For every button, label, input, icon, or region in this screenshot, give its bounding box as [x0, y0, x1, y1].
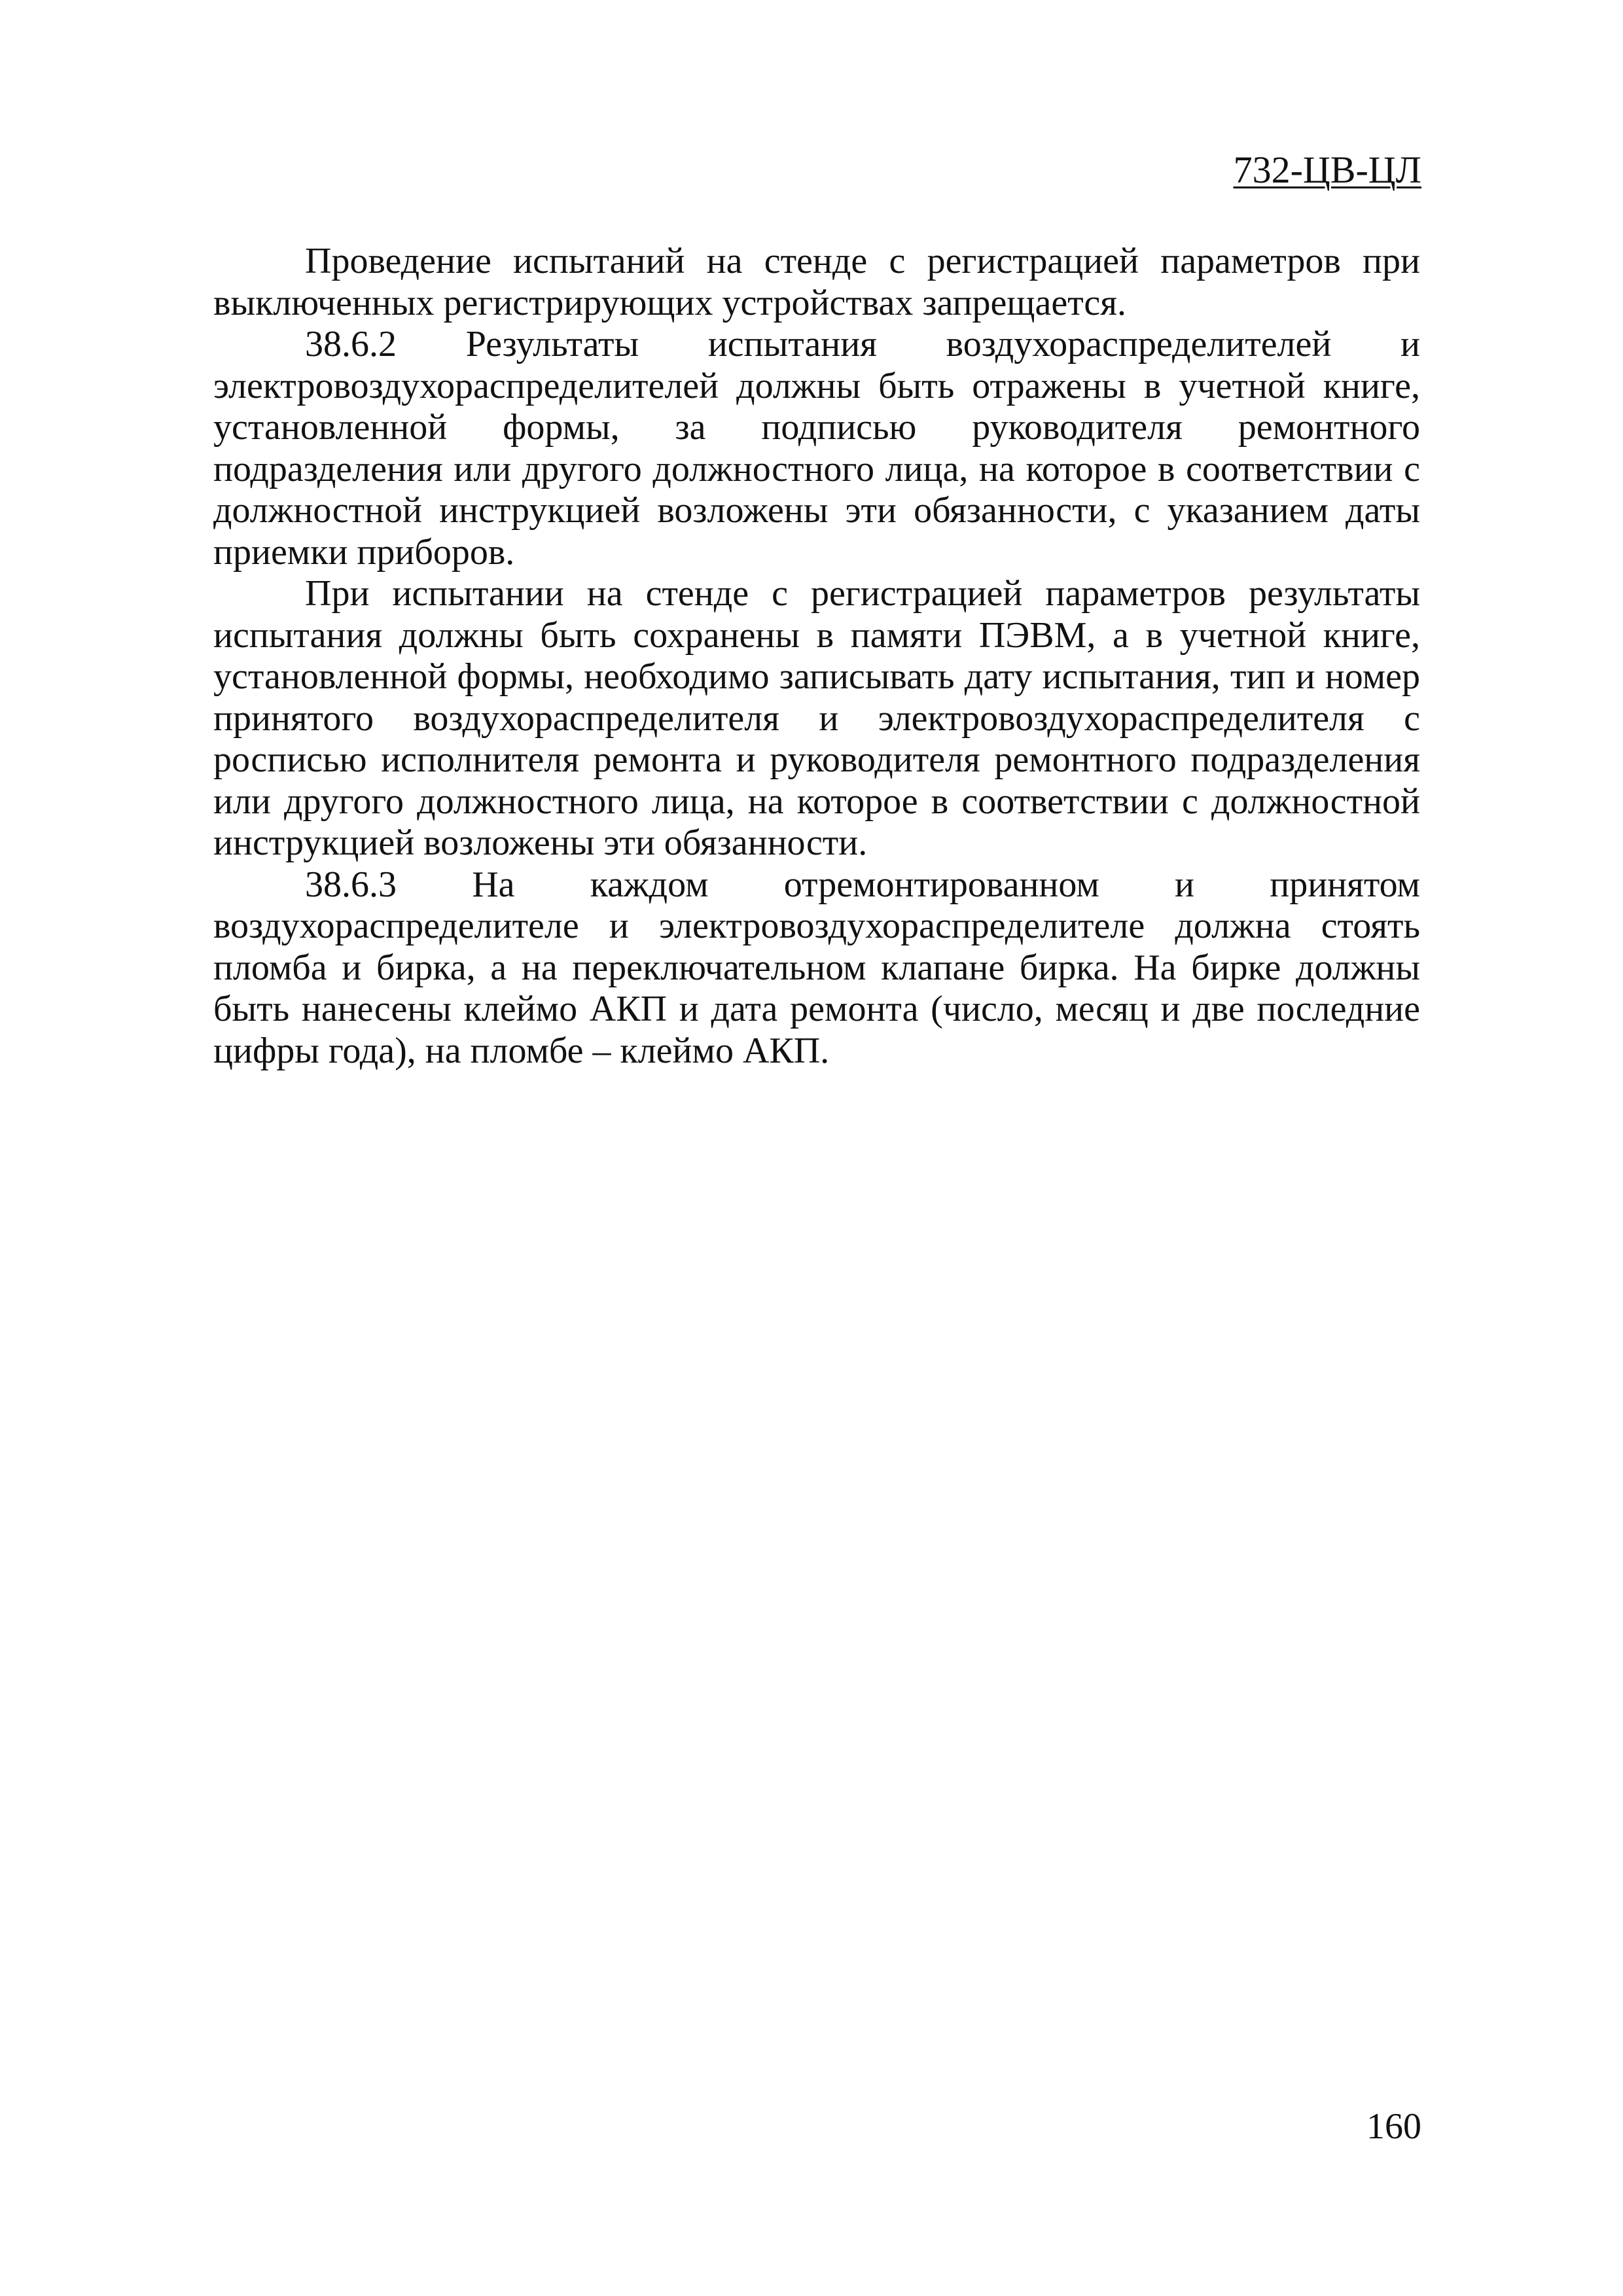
- paragraph-38-6-2-body: электровоздухораспределителей должны быть отражены в учетной книге, установленной формы, за подписью руководителя ремонтного подразделения или другого должностного лица, на которое в соответствии с должностной инструкцией возложены эти обязанности, с указанием даты приемки приборов.: [213, 365, 1420, 573]
- page-number: 160: [1366, 2106, 1421, 2147]
- document-code: 732-ЦВ-ЦЛ: [1233, 149, 1421, 191]
- word: На: [472, 864, 515, 905]
- word: воздухораспределителей: [946, 324, 1332, 364]
- item-number-38-6-2: 38.6.2: [305, 324, 397, 364]
- body-text: [213, 241, 1420, 1072]
- paragraph-38-6-3-body: воздухораспределителе и электровоздухораспределителе должна стоять пломба и бирка, а на переключательном клапане бирка. На бирке должны быть нанесены клеймо АКП и дата ремонта (число, месяц и две последние цифры года), на пломбе – клеймо АКП.: [213, 906, 1420, 1071]
- paragraph-38-6-2: [213, 324, 1420, 573]
- paragraph-stand-registration: При испытании на стенде с регистрацией параметров результаты испытания должны быть сохранены в памяти ПЭВМ, а в учетной книге, установленной формы, необходимо записывать дату испытания, тип и номер принятого воздухораспределителя и электровоздухораспределителя с росписью исполнителя ремонта и руководителя ремонтного подразделения или другого должностного лица, на которое в соответствии с должностной инструкцией возложены эти обязанности.: [213, 573, 1420, 863]
- item-number-38-6-3: 38.6.3: [305, 864, 397, 905]
- word: каждом: [590, 864, 709, 905]
- word: принятом: [1270, 864, 1420, 905]
- paragraph-38-6-3: [213, 864, 1420, 1072]
- word: и: [1400, 324, 1420, 364]
- paragraph-testing-restriction: Проведение испытаний на стенде с регистрацией параметров при выключенных регистрирующих устройствах запрещается.: [213, 241, 1420, 323]
- paragraph-38-6-3-first-line: [213, 864, 1420, 906]
- word: отремонтированном: [783, 864, 1099, 905]
- word: и: [1175, 864, 1194, 905]
- word: испытания: [707, 324, 877, 364]
- word: Результаты: [465, 324, 639, 364]
- paragraph-38-6-2-first-line: [213, 324, 1420, 366]
